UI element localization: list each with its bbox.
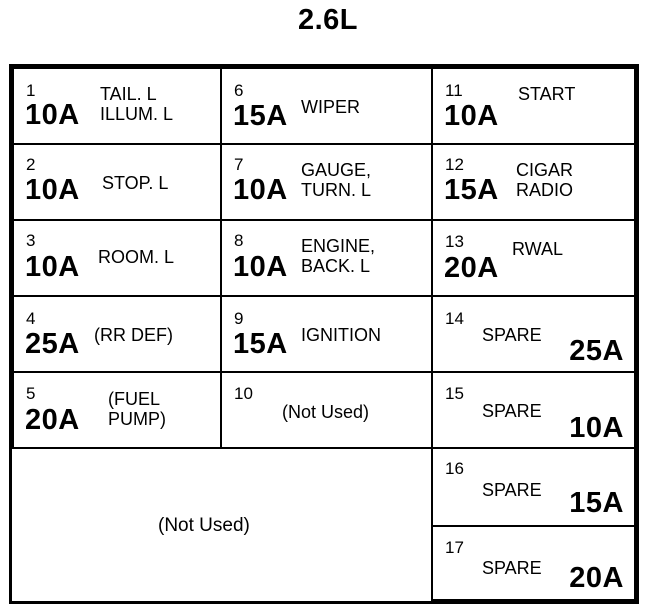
fuse-label-line: SPARE [482, 480, 542, 500]
fuse-cell-12 [431, 143, 636, 221]
fuse-number: 6 [234, 81, 244, 100]
fuse-cell-15 [431, 371, 636, 449]
fuse-amperage: 10A [25, 251, 80, 283]
unused-block [12, 447, 433, 601]
fuse-amperage: 10A [233, 174, 288, 206]
fuse-number: 9 [234, 309, 244, 328]
fuse-number: 15 [445, 384, 464, 403]
fuse-amperage: 10A [569, 412, 624, 444]
unused-block-label: (Not Used) [158, 515, 250, 536]
fuse-label-line: SPARE [482, 401, 542, 421]
fuse-label-line: (Not Used) [282, 402, 370, 422]
fuse-cell-13 [431, 219, 636, 297]
fuse-label-line: RWAL [512, 239, 564, 259]
fuse-label-line: CIGAR [516, 160, 574, 180]
fuse-number: 14 [445, 309, 464, 328]
fuse-cell-3 [12, 219, 222, 297]
fuse-label-line: TURN. L [301, 180, 372, 200]
fuse-amperage: 25A [569, 335, 624, 367]
fuse-number: 16 [445, 459, 464, 478]
fuse-amperage: 10A [444, 100, 499, 132]
fuse-label-line: TAIL. L [100, 84, 157, 104]
fuse-number: 7 [234, 155, 244, 174]
fuse-cell-9 [220, 295, 433, 373]
fuse-label-line: SPARE [482, 325, 542, 345]
fuse-cell-16 [431, 447, 636, 527]
fuse-number: 13 [445, 232, 464, 251]
fuse-label-line: (FUEL [108, 389, 161, 409]
fuse-cell-8 [220, 219, 433, 297]
fuse-label-line: GAUGE, [301, 160, 372, 180]
fuse-amperage: 15A [233, 328, 288, 360]
fuse-amperage: 10A [233, 251, 288, 283]
fuse-number: 4 [26, 309, 36, 328]
fuse-label-line: RADIO [516, 180, 574, 200]
fuse-cell-14 [431, 295, 636, 373]
fuse-label-line: WIPER [301, 97, 361, 117]
fuse-label-line: ILLUM. L [100, 104, 174, 124]
fuse-number: 10 [234, 384, 253, 403]
fuse-amperage: 10A [25, 174, 80, 206]
fuse-label-line: (RR DEF) [94, 325, 173, 345]
fuse-number: 5 [26, 384, 36, 403]
fuse-box-diagram [9, 64, 639, 604]
fuse-amperage: 10A [25, 99, 80, 131]
fuse-amperage: 15A [569, 487, 624, 519]
fuse-number: 1 [26, 81, 36, 100]
fuse-cell-6 [220, 67, 433, 145]
fuse-amperage: 15A [233, 100, 288, 132]
fuse-label-line: BACK. L [301, 256, 371, 276]
page-title: 2.6L [297, 4, 359, 36]
fuse-cell-11 [431, 67, 636, 145]
fuse-number: 11 [445, 81, 463, 100]
fuse-amperage: 20A [25, 404, 80, 436]
fuse-number: 8 [234, 231, 244, 250]
fuse-cell-4 [12, 295, 222, 373]
fuse-number: 17 [445, 538, 464, 557]
fuse-cell-17 [431, 525, 636, 601]
fuse-amperage: 15A [444, 174, 499, 206]
fuse-amperage: 25A [25, 328, 80, 360]
fuse-cell-1 [12, 67, 222, 145]
fuse-label-line: ROOM. L [98, 247, 175, 267]
fuse-label-line: IGNITION [301, 325, 381, 345]
fuse-cell-10 [220, 371, 433, 449]
fuse-amperage: 20A [569, 562, 624, 594]
fuse-label-line: SPARE [482, 558, 542, 578]
fuse-cell-5 [12, 371, 222, 449]
fuse-number: 12 [445, 155, 464, 174]
fuse-label-line: ENGINE, [301, 236, 376, 256]
fuse-label-line: START [518, 84, 576, 104]
fuse-number: 2 [26, 155, 36, 174]
fuse-label-line: STOP. L [102, 173, 169, 193]
fuse-cell-2 [12, 143, 222, 221]
fuse-number: 3 [26, 231, 36, 250]
fuse-amperage: 20A [444, 252, 499, 284]
fuse-cell-7 [220, 143, 433, 221]
fuse-label-line: PUMP) [108, 409, 166, 429]
